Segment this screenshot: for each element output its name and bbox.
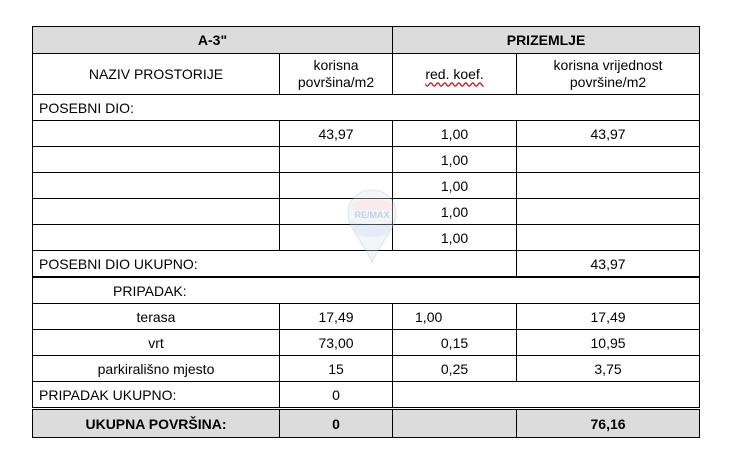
row-coef: 1,00: [393, 199, 517, 225]
posebni-total-row: [33, 251, 700, 278]
row-coef: 1,00: [393, 147, 517, 173]
posebni-total-label: POSEBNI DIO UKUPNO:: [33, 251, 517, 278]
table-row: [33, 330, 700, 356]
table-row: [33, 225, 700, 251]
row-value: 17,49: [517, 304, 700, 330]
posebni-section-label: POSEBNI DIO:: [33, 95, 700, 121]
row-value: 10,95: [517, 330, 700, 356]
row-value: [517, 199, 700, 225]
row-name: [33, 147, 280, 173]
pripadak-total-empty: [393, 382, 700, 409]
row-area: [280, 173, 393, 199]
row-coef: 1,00: [393, 173, 517, 199]
unit-label: A-3": [33, 27, 393, 54]
row-value: [517, 225, 700, 251]
grand-total-label: UKUPNA POVRŠINA:: [33, 409, 280, 438]
area-table: [32, 26, 700, 438]
table-row: [33, 356, 700, 382]
col-coef-header: [393, 54, 517, 95]
row-area: [280, 199, 393, 225]
grand-total-empty: [393, 409, 517, 438]
pripadak-total-label: PRIPADAK UKUPNO:: [33, 382, 280, 409]
table-row: [33, 304, 700, 330]
row-name: [33, 121, 280, 147]
row-value: [517, 147, 700, 173]
table-row: [33, 199, 700, 225]
grand-total-value: 76,16: [517, 409, 700, 438]
row-coef: 1,00: [393, 304, 517, 330]
row-name: [33, 225, 280, 251]
row-value: 43,97: [517, 121, 700, 147]
row-coef: 0,25: [393, 356, 517, 382]
grand-total-area: 0: [280, 409, 393, 438]
row-value: [517, 173, 700, 199]
table-row: [33, 121, 700, 147]
row-area: 17,49: [280, 304, 393, 330]
pripadak-section-label: PRIPADAK:: [33, 277, 700, 304]
column-header-row: [33, 54, 700, 95]
row-value: 3,75: [517, 356, 700, 382]
row-name: [33, 173, 280, 199]
row-area: [280, 225, 393, 251]
row-area: 15: [280, 356, 393, 382]
row-name: parkirališno mjesto: [33, 356, 280, 382]
col-name-header: NAZIV PROSTORIJE: [33, 54, 280, 95]
pripadak-total-row: [33, 382, 700, 409]
pripadak-section-row: [33, 277, 700, 304]
row-area: 43,97: [280, 121, 393, 147]
row-coef: 1,00: [393, 225, 517, 251]
col-value-header: korisna vrijednost površine/m2: [517, 54, 700, 95]
posebni-total-value: 43,97: [517, 251, 700, 278]
row-area: [280, 147, 393, 173]
watermark-text: RE/MAX: [354, 210, 390, 220]
grand-total-row: [33, 409, 700, 438]
pripadak-total-value: 0: [280, 382, 393, 409]
row-area: 73,00: [280, 330, 393, 356]
floor-label: PRIZEMLJE: [393, 27, 700, 54]
col-coef-text: red. koef.: [425, 65, 484, 82]
table-row: [33, 173, 700, 199]
posebni-section-row: [33, 95, 700, 121]
row-name: vrt: [33, 330, 280, 356]
row-name: terasa: [33, 304, 280, 330]
row-coef: 1,00: [393, 121, 517, 147]
row-name: [33, 199, 280, 225]
table-row: [33, 147, 700, 173]
row-coef: 0,15: [393, 330, 517, 356]
col-area-header: korisna površina/m2: [280, 54, 393, 95]
table-header-row: [33, 27, 700, 54]
